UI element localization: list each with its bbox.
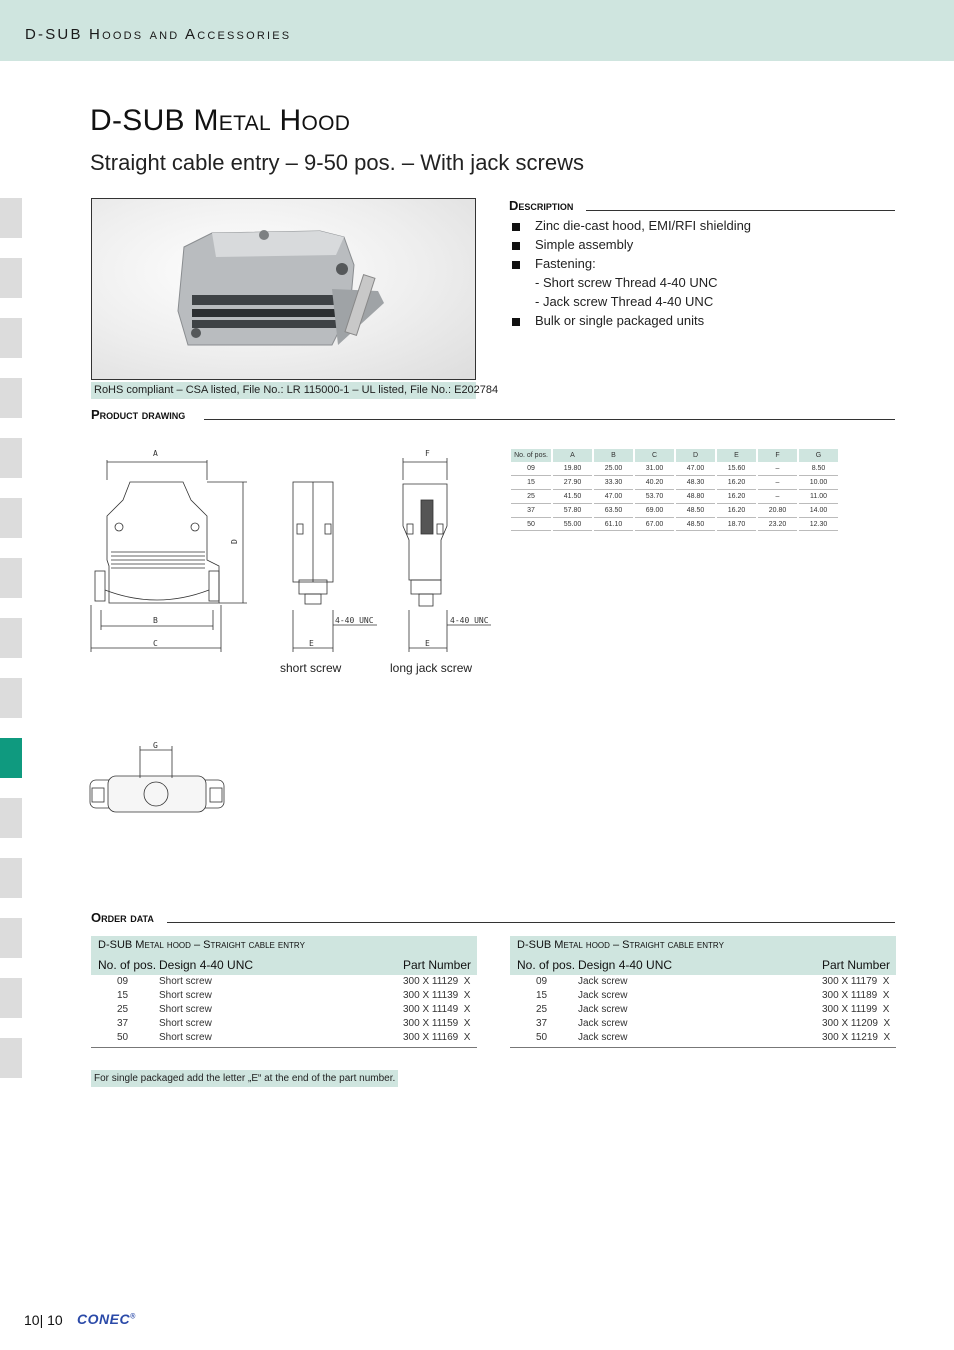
table-cell: 25 xyxy=(536,1004,548,1015)
column-header: G xyxy=(798,449,839,462)
table-cell: 15 xyxy=(536,990,548,1001)
description-heading: Description xyxy=(509,198,574,213)
table-row xyxy=(510,1017,896,1031)
column-header: No. of pos. xyxy=(98,958,157,972)
table-cell: 11.00 xyxy=(798,490,839,504)
page-number: 10| 10 xyxy=(24,1312,63,1328)
table-cell: 53.70 xyxy=(634,490,675,504)
section-title: D-SUB Hoods and Accessories xyxy=(25,26,292,43)
part-number: 300 X 11149 X xyxy=(403,1004,471,1015)
caption-long-jack-screw: long jack screw xyxy=(390,661,473,675)
table-cell: 18.70 xyxy=(716,517,757,531)
column-header: Part Number xyxy=(403,958,472,972)
registered-mark: ® xyxy=(130,1313,136,1321)
dim-label-c: C xyxy=(153,639,158,648)
table-cell: 16.20 xyxy=(716,476,757,490)
table-cell: Short screw xyxy=(159,1032,212,1043)
table-cell: 50 xyxy=(536,1032,548,1043)
list-item: Bulk or single packaged units xyxy=(511,313,751,332)
column-header: No. of pos. xyxy=(511,449,552,462)
table-cell: 40.20 xyxy=(634,476,675,490)
table-row xyxy=(91,1031,477,1045)
order-table-short-screw xyxy=(91,936,477,1048)
table-cell: 15 xyxy=(511,476,552,490)
column-header: B xyxy=(593,449,634,462)
page-title: D-SUB Metal Hood xyxy=(90,104,351,137)
list-item: Zinc die-cast hood, EMI/RFI shielding xyxy=(511,218,751,237)
part-number: 300 X 11179 X xyxy=(822,976,890,987)
thread-label: 4-40 UNC xyxy=(450,616,489,625)
side-tab[interactable] xyxy=(0,798,22,838)
side-tab[interactable] xyxy=(0,918,22,958)
table-cell: 48.50 xyxy=(675,503,716,517)
column-header: Design 4-40 UNC xyxy=(159,958,254,972)
side-tab[interactable] xyxy=(0,378,22,418)
side-tab-active[interactable] xyxy=(0,738,22,778)
header-band xyxy=(0,0,954,61)
table-row xyxy=(91,1017,477,1031)
column-header: D xyxy=(675,449,716,462)
part-number: 300 X 11189 X xyxy=(822,990,890,1001)
column-header: Part Number xyxy=(822,958,891,972)
dim-label-d: D xyxy=(230,539,239,544)
table-cell: 67.00 xyxy=(634,517,675,531)
table-cell: Short screw xyxy=(159,976,212,987)
table-row xyxy=(91,1003,477,1017)
dim-label-e: E xyxy=(425,639,430,648)
table-cell: 57.80 xyxy=(552,503,593,517)
table-row xyxy=(91,975,477,989)
list-item: Simple assembly xyxy=(511,237,751,256)
table-cell: – xyxy=(757,490,798,504)
divider xyxy=(204,419,895,420)
table-cell: Short screw xyxy=(159,1004,212,1015)
table-cell: 61.10 xyxy=(593,517,634,531)
side-tab[interactable] xyxy=(0,498,22,538)
part-number: 300 X 11199 X xyxy=(822,1004,890,1015)
table-cell: 41.50 xyxy=(552,490,593,504)
table-cell: 16.20 xyxy=(716,503,757,517)
table-cell: 25.00 xyxy=(593,462,634,476)
list-item: Fastening: xyxy=(511,256,751,275)
side-tab[interactable] xyxy=(0,1038,22,1078)
side-tab[interactable] xyxy=(0,558,22,598)
list-item: - Jack screw Thread 4-40 UNC xyxy=(535,294,714,309)
rohs-note: RoHS compliant – CSA listed, File No.: LR 115000-1 – UL listed, File No.: E202784 xyxy=(91,382,476,399)
divider xyxy=(167,922,895,923)
table-row xyxy=(91,989,477,1003)
table-row xyxy=(510,1003,896,1017)
table-cell: 8.50 xyxy=(798,462,839,476)
caption-short-screw: short screw xyxy=(280,661,342,675)
part-number: 300 X 11129 X xyxy=(403,976,471,987)
part-number: 300 X 11169 X xyxy=(403,1032,471,1043)
column-header: C xyxy=(634,449,675,462)
table-cell: 69.00 xyxy=(634,503,675,517)
conec-logo xyxy=(77,1311,136,1327)
order-table-title: D-SUB Metal hood – Straight cable entry xyxy=(91,936,477,956)
table-cell: 50 xyxy=(117,1032,129,1043)
table-cell: 25 xyxy=(117,1004,129,1015)
table-cell: Jack screw xyxy=(578,990,628,1001)
column-header: A xyxy=(552,449,593,462)
column-header: No. of pos. xyxy=(517,958,576,972)
part-number: 300 X 11209 X xyxy=(822,1018,891,1029)
dim-label-b: B xyxy=(153,616,158,625)
side-tab[interactable] xyxy=(0,258,22,298)
side-tab[interactable] xyxy=(0,678,22,718)
divider xyxy=(586,210,895,211)
top-view-drawing xyxy=(86,738,228,818)
table-cell: 23.20 xyxy=(757,517,798,531)
table-cell: Jack screw xyxy=(578,1004,628,1015)
table-cell: 31.00 xyxy=(634,462,675,476)
side-tab[interactable] xyxy=(0,198,22,238)
table-cell: – xyxy=(757,476,798,490)
table-cell: 25 xyxy=(511,490,552,504)
technical-drawing xyxy=(85,440,505,690)
dim-label-e: E xyxy=(309,639,314,648)
table-row xyxy=(511,476,839,490)
dim-label-g: G xyxy=(153,741,158,750)
description-list xyxy=(511,218,751,332)
table-header-row xyxy=(511,449,839,462)
side-tab[interactable] xyxy=(0,318,22,358)
table-cell: 10.00 xyxy=(798,476,839,490)
part-number: 300 X 11139 X xyxy=(403,990,471,1001)
table-cell: Jack screw xyxy=(578,976,628,987)
table-cell: 37 xyxy=(511,503,552,517)
table-row xyxy=(511,517,839,531)
table-cell: 47.00 xyxy=(593,490,634,504)
table-cell: 19.80 xyxy=(552,462,593,476)
table-cell: 09 xyxy=(536,976,548,987)
side-tab[interactable] xyxy=(0,618,22,658)
product-photo xyxy=(91,198,476,380)
table-cell: 27.90 xyxy=(552,476,593,490)
thread-label: 4-40 UNC xyxy=(335,616,374,625)
order-table-jack-screw xyxy=(510,936,896,1048)
table-row xyxy=(511,462,839,476)
dim-label-f: F xyxy=(425,449,430,458)
order-table-header xyxy=(510,956,896,975)
table-cell: 50 xyxy=(511,517,552,531)
part-number: 300 X 11159 X xyxy=(403,1018,471,1029)
table-cell: Jack screw xyxy=(578,1032,628,1043)
product-drawing-heading: Product drawing xyxy=(91,407,186,422)
table-cell: 47.00 xyxy=(675,462,716,476)
page-subtitle: Straight cable entry – 9-50 pos. – With jack screws xyxy=(90,150,584,175)
table-cell: 15.60 xyxy=(716,462,757,476)
table-cell: Short screw xyxy=(159,990,212,1001)
order-table-header xyxy=(91,956,477,975)
table-cell: 33.30 xyxy=(593,476,634,490)
part-number: 300 X 11219 X xyxy=(822,1032,891,1043)
table-row xyxy=(510,1031,896,1045)
table-row xyxy=(510,975,896,989)
order-table-title: D-SUB Metal hood – Straight cable entry xyxy=(510,936,896,956)
column-header: Design 4-40 UNC xyxy=(578,958,673,972)
order-data-heading: Order data xyxy=(91,910,154,925)
table-cell: 37 xyxy=(536,1018,548,1029)
table-cell: 09 xyxy=(117,976,129,987)
side-tab[interactable] xyxy=(0,438,22,478)
packaging-note: For single packaged add the letter „E“ at the end of the part number. xyxy=(91,1070,398,1087)
table-cell: 55.00 xyxy=(552,517,593,531)
table-cell: 12.30 xyxy=(798,517,839,531)
table-cell: Short screw xyxy=(159,1018,212,1029)
table-row xyxy=(511,490,839,504)
column-header: F xyxy=(757,449,798,462)
table-cell: 14.00 xyxy=(798,503,839,517)
table-cell: 09 xyxy=(511,462,552,476)
table-cell: 48.50 xyxy=(675,517,716,531)
table-cell: 20.80 xyxy=(757,503,798,517)
table-cell: 63.50 xyxy=(593,503,634,517)
table-row xyxy=(510,989,896,1003)
table-row xyxy=(511,503,839,517)
dimension-table xyxy=(511,449,840,531)
table-cell: – xyxy=(757,462,798,476)
list-item: - Short screw Thread 4-40 UNC xyxy=(535,275,718,290)
column-header: E xyxy=(716,449,757,462)
side-tab[interactable] xyxy=(0,978,22,1018)
table-cell: 37 xyxy=(117,1018,129,1029)
dim-label-a: A xyxy=(153,449,158,458)
table-cell: 48.80 xyxy=(675,490,716,504)
table-cell: 15 xyxy=(117,990,129,1001)
side-tab[interactable] xyxy=(0,858,22,898)
logo-text: CONEC xyxy=(77,1311,131,1327)
table-cell: Jack screw xyxy=(578,1018,628,1029)
table-cell: 16.20 xyxy=(716,490,757,504)
table-cell: 48.30 xyxy=(675,476,716,490)
